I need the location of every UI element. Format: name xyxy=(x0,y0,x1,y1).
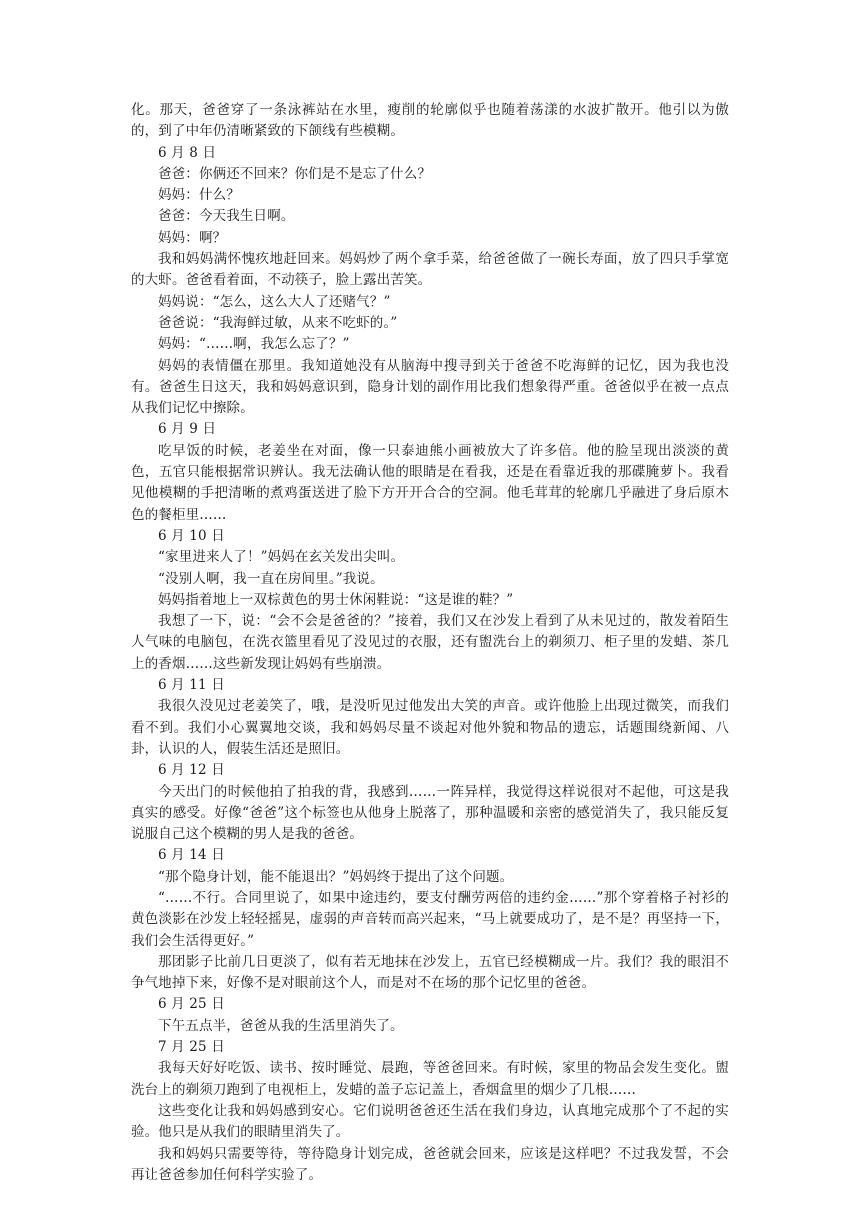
date-heading: 6 月 10 日 xyxy=(158,527,225,544)
date-heading: 6 月 11 日 xyxy=(158,677,225,694)
paragraph: 我和妈妈只需要等待，等待隐身计划完成，爸爸就会回来，应该是这样吧？不过我发誓，不会再让爸爸参加任何科学实验了。 xyxy=(131,1145,729,1183)
paragraph: 下午五点半，爸爸从我的生活里消失了。 xyxy=(158,1017,404,1034)
story-text xyxy=(131,100,729,1186)
date-heading: 6 月 8 日 xyxy=(158,144,217,161)
paragraph: “那个隐身计划，能不能退出？”妈妈终于提出了这个问题。 xyxy=(158,868,514,885)
paragraph: 爸爸：今天我生日啊。 xyxy=(158,208,295,225)
date-heading: 6 月 12 日 xyxy=(158,762,225,779)
paragraph: 妈妈说：“怎么，这么大人了还赌气？” xyxy=(158,293,391,310)
paragraph: 爸爸：你俩还不回来？你们是不是忘了什么？ xyxy=(158,165,431,182)
paragraph: “……不行。合同里说了，如果中途违约，要支付酬劳两倍的违约金……”那个穿着格子衬衫的黄色淡影在沙发上轻轻摇晃，虚弱的声音转而高兴起来，“马上就要成功了，是不是？再坚持一下，我们会生活得更好。” xyxy=(131,889,729,949)
date-heading: 7 月 25 日 xyxy=(158,1039,225,1056)
paragraph: 化。那天，爸爸穿了一条泳裤站在水里，瘦削的轮廓似乎也随着荡漾的水波扩散开。他引以为傲的，到了中年仍清晰紧致的下颌线有些模糊。 xyxy=(131,102,729,140)
paragraph: 妈妈：什么？ xyxy=(158,187,240,204)
paragraph: 我和妈妈满怀愧疚地赶回来。妈妈炒了两个拿手菜，给爸爸做了一碗长寿面，放了四只手掌宽的大虾。爸爸看着面，不动筷子，脸上露出苦笑。 xyxy=(131,251,729,289)
paragraph: 那团影子比前几日更淡了，似有若无地抹在沙发上，五官已经模糊成一片。我们？我的眼泪不争气地掉下来，好像不是对眼前这个人，而是对不在场的那个记忆里的爸爸。 xyxy=(131,953,729,992)
paragraph: 我很久没见过老姜笑了，哦，是没听见过他发出大笑的声音。或许他脸上出现过微笑，而我们看不到。我们小心翼翼地交谈，我和妈妈尽量不谈起对他外貌和物品的遗忘，话题围绕新闻、八卦，认识的人，假装生活还是照旧。 xyxy=(131,698,729,757)
paragraph: 我想了一下，说：“会不会是爸爸的？”接着，我们又在沙发上看到了从未见过的，散发着陌生人气味的电脑包，在洗衣篮里看见了没见过的衣服，还有盥洗台上的剃须刀、柜子里的发蜡、茶几上的香烟……这些新发现让妈妈有些崩溃。 xyxy=(131,613,729,672)
paragraph: “没别人啊，我一直在房间里。”我说。 xyxy=(158,570,384,587)
paragraph: 妈妈指着地上一双棕黄色的男士休闲鞋说：“这是谁的鞋？” xyxy=(158,591,514,608)
date-heading: 6 月 9 日 xyxy=(158,421,217,438)
paragraph: 爸爸说：“我海鲜过敏，从来不吃虾的。” xyxy=(158,314,398,331)
date-heading: 6 月 14 日 xyxy=(158,847,225,864)
paragraph: 妈妈：啊？ xyxy=(158,229,227,246)
paragraph: “家里进来人了！”妈妈在玄关发出尖叫。 xyxy=(158,549,405,566)
paragraph: 今天出门的时候他拍了拍我的背，我感到……一阵异样，我觉得这样说很对不起他，可这是我真实的感受。好像“爸爸”这个标签也从他身上脱落了，那种温暖和亲密的感觉消失了，我只能反复说服自己这个模糊的男人是我的爸爸。 xyxy=(131,783,729,843)
date-heading: 6 月 25 日 xyxy=(158,996,225,1013)
paragraph: 妈妈：“……啊，我怎么忘了？” xyxy=(158,336,350,353)
paragraph: 我每天好好吃饭、读书、按时睡觉、晨跑，等爸爸回来。有时候，家里的物品会发生变化。盥洗台上的剃须刀跑到了电视柜上，发蜡的盖子忘记盖上，香烟盒里的烟少了几根…… xyxy=(131,1060,729,1098)
paragraph: 妈妈的表情僵在那里。我知道她没有从脑海中搜寻到关于爸爸不吃海鲜的记忆，因为我也没有。爸爸生日这天，我和妈妈意识到，隐身计划的副作用比我们想象得严重。爸爸似乎在被一点点从我们记忆中擦除。 xyxy=(131,357,729,417)
paragraph: 这些变化让我和妈妈感到安心。它们说明爸爸还生活在我们身边，认真地完成那个了不起的实验。他只是从我们的眼睛里消失了。 xyxy=(131,1102,729,1141)
paragraph: 吃早饭的时候，老姜坐在对面，像一只泰迪熊小画被放大了许多倍。他的脸呈现出淡淡的黄色，五官只能根据常识辨认。我无法确认他的眼睛是在看我，还是在看靠近我的那碟腌萝卜。我看见他模糊的手把清晰的煮鸡蛋送进了脸下方开开合合的空洞。他毛茸茸的轮廓几乎融进了身后原木色的餐柜里…… xyxy=(131,442,729,523)
